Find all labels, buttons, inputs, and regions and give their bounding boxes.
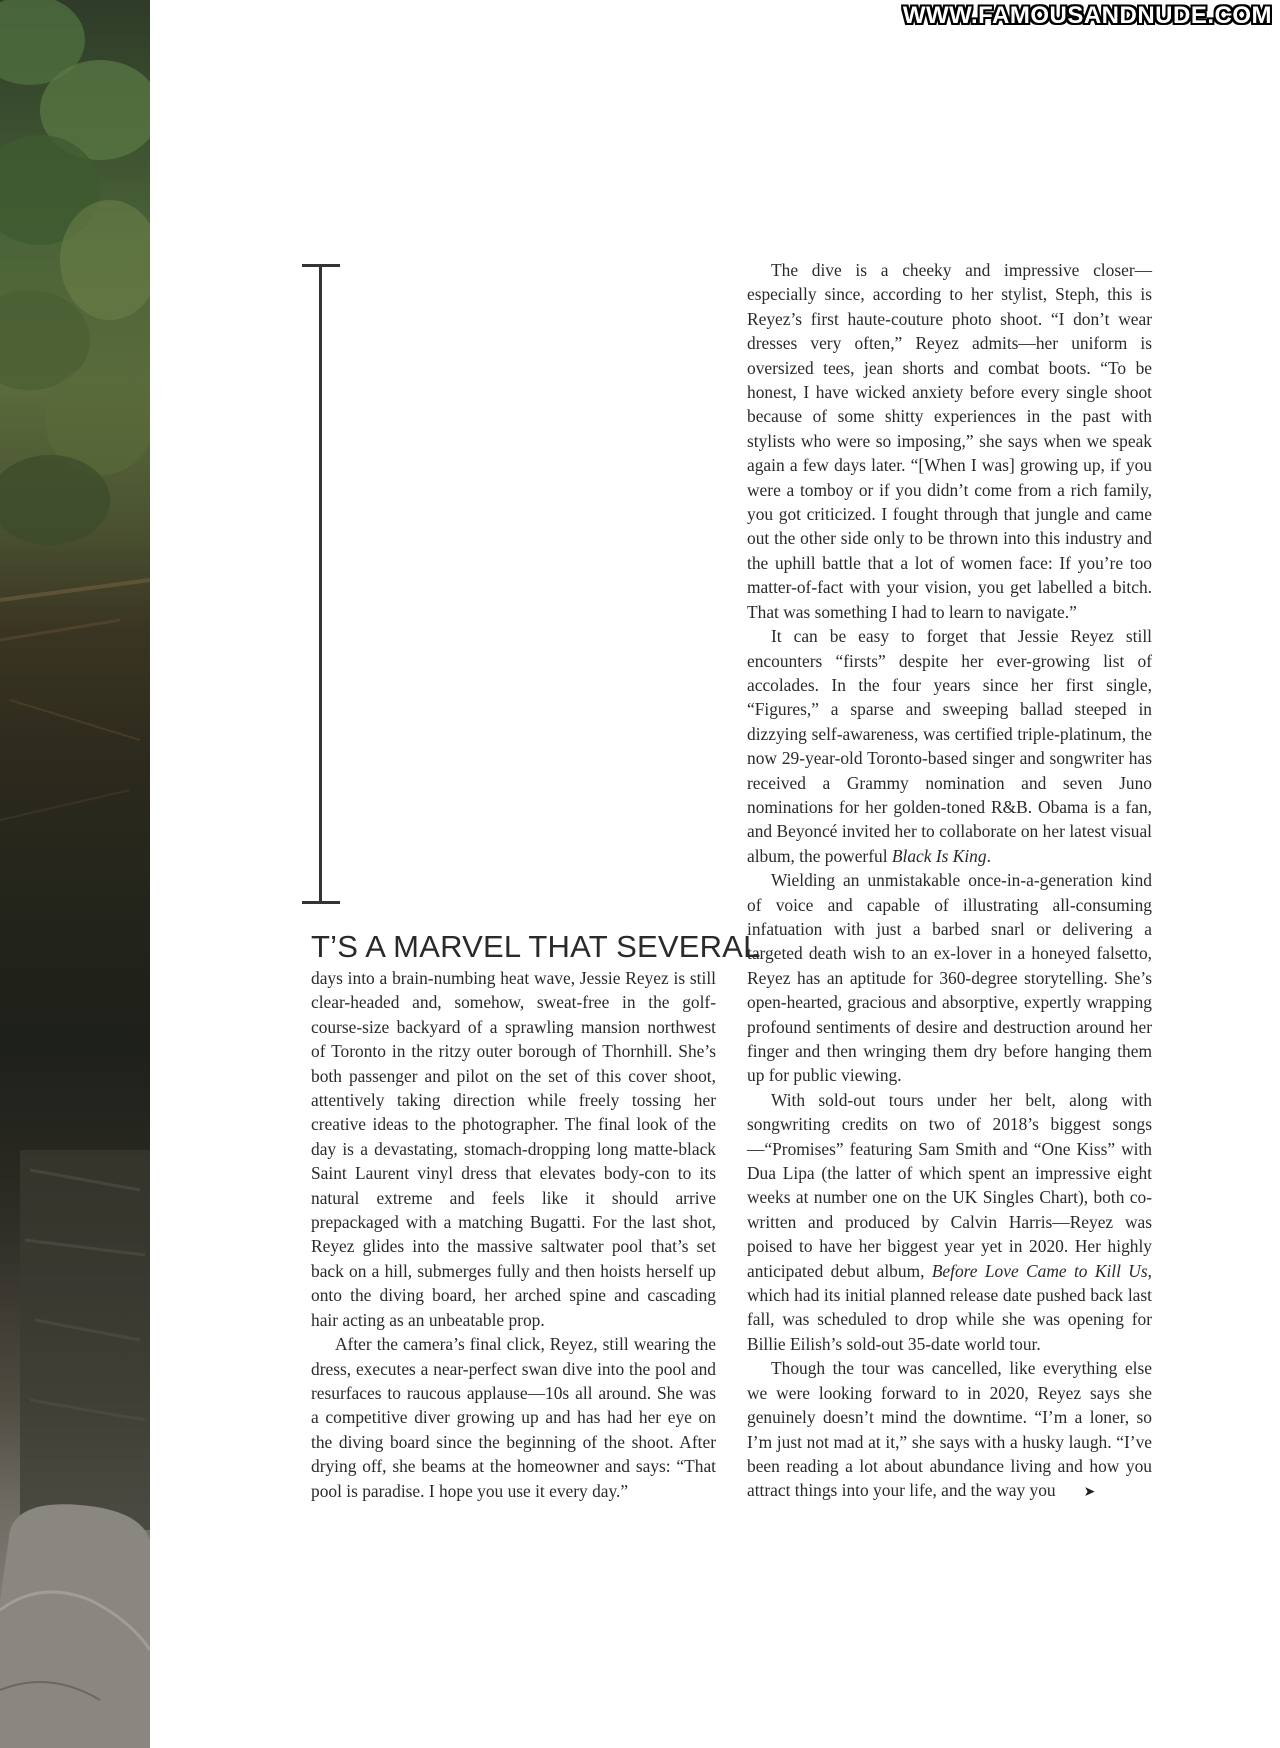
article-paragraph: Wielding an unmistakable once-in-a-generation kind of voice and capable of illustrating all-consuming infatuation with just a barbed snarl or delivering a targeted death wish to an ex-lover in a honeyed falsetto, Reyez has an aptitude for 360-degree storytelling. She’s open-hearted, gracious and absorptive, expertly wrapping profound sentiments of desire and destruction around her finger and then wringing them dry before hanging them up for public viewing.: [747, 870, 1152, 1086]
article-paragraph: The dive is a cheeky and impressive closer—especially since, according to her stylist, Steph, this is Reyez’s first haute-couture photo shoot. “I don’t wear dresses very often,” Reyez admits—her uniform is oversized tees, jean shorts and combat boots. “To be honest, I have wicked anxiety before every single shoot because of some shitty experiences in the past with stylists who were so imposing,” she says when we speak again a few days later. “[When I was] growing up, if you were a tomboy or if you didn’t come from a rich family, you got criticized. I fought through that jungle and came out the other side only to be thrown into this industry and the uphill battle that a lot of women face: If you’re too matter-of-fact with your vision, you get labelled a bitch. That was something I had to learn to navigate.”: [747, 260, 1152, 622]
cover-photo-strip: [0, 0, 150, 1748]
article-column-left: [311, 929, 761, 1503]
article-paragraph: [747, 1356, 1152, 1504]
drop-cap-stem: [319, 264, 322, 904]
article-paragraph: After the camera’s final click, Reyez, still wearing the dress, executes a near-perfect swan dive into the pool and resurfaces to raucous applause—10s all around. She was a competitive diver growing up and has had her eye on the diving board since the beginning of the shoot. After drying off, she beams at the homeowner and says: “That pool is paradise. I hope you use it every day.”: [311, 1334, 716, 1501]
article-paragraph: days into a brain-numbing heat wave, Jessie Reyez is still clear-headed and, somehow, sweat-free in the golf-course-size backyard of a sprawling mansion northwest of Toronto in the ritzy outer borough of Thornhill. She’s both passenger and pilot on the set of this cover shoot, attentively taking direction while freely tossing her creative ideas to the photographer. The final look of the day is a devastating, stomach-dropping long matte-black Saint Laurent vinyl dress that elevates body-con to its natural extreme and feels like it should arrive prepackaged with a matching Bugatti. For the last shot, Reyez glides into the massive saltwater pool that’s set back on a hill, submerges fully and then hoists herself up onto the diving board, her arched spine and cascading hair acting as an unbeatable prop.: [311, 968, 716, 1330]
foliage-rock-photo: [0, 0, 150, 1748]
lead-in-heading: T’S A MARVEL THAT SEVERAL: [311, 929, 761, 964]
drop-cap-serif-bottom: [302, 901, 340, 904]
arrow-right-icon: ➤: [1083, 1484, 1096, 1501]
album-title: Black Is King: [891, 845, 987, 866]
album-title: Before Love Came to Kill Us: [931, 1260, 1148, 1281]
article-paragraph: [747, 624, 1152, 868]
watermark-text: WWW.FAMOUSANDNUDE.COM: [902, 2, 1272, 29]
paragraph-text: Though the tour was cancelled, like everything else we were looking forward to in 2020, Reyez says she genuinely doesn’t mind the downtime. “I’m a loner, so I’m just not mad at it,” she says with a husky laugh. “I’ve been reading a lot about abundance living and how you attract things into your life, and the way you: [747, 1358, 1152, 1501]
article-paragraph: [747, 1088, 1152, 1356]
paragraph-text: It can be easy to forget that Jessie Reyez still encounters “firsts” despite her ever-growing list of accolades. In the four years since her first single, “Figures,” a sparse and sweeping ballad steeped in dizzying self-awareness, was certified triple-platinum, the now 29-year-old Toronto-based singer and songwriter has received a Grammy nomination and seven Juno nominations for her golden-toned R&B. Obama is a fan, and Beyoncé invited her to collaborate on her latest visual album, the powerful: [747, 626, 1152, 866]
article-column-right: [747, 258, 1152, 1505]
paragraph-text: .: [986, 845, 991, 866]
paragraph-text: With sold-out tours under her belt, along with songwriting credits on two of 2018’s biggest songs—“Promises” featuring Sam Smith and “One Kiss” with Dua Lipa (the latter of which spent an impressive eight weeks at number one on the UK Singles Chart), both co-written and produced by Calvin Harris—Reyez was poised to have her biggest year yet in 2020. Her highly anticipated debut album,: [747, 1089, 1152, 1281]
paragraph-text: , which had its initial planned release date pushed back last fall, was scheduled to drop while she was opening for Billie Eilish’s sold-out 35-date world tour.: [747, 1260, 1152, 1354]
drop-cap-i: [302, 264, 340, 904]
